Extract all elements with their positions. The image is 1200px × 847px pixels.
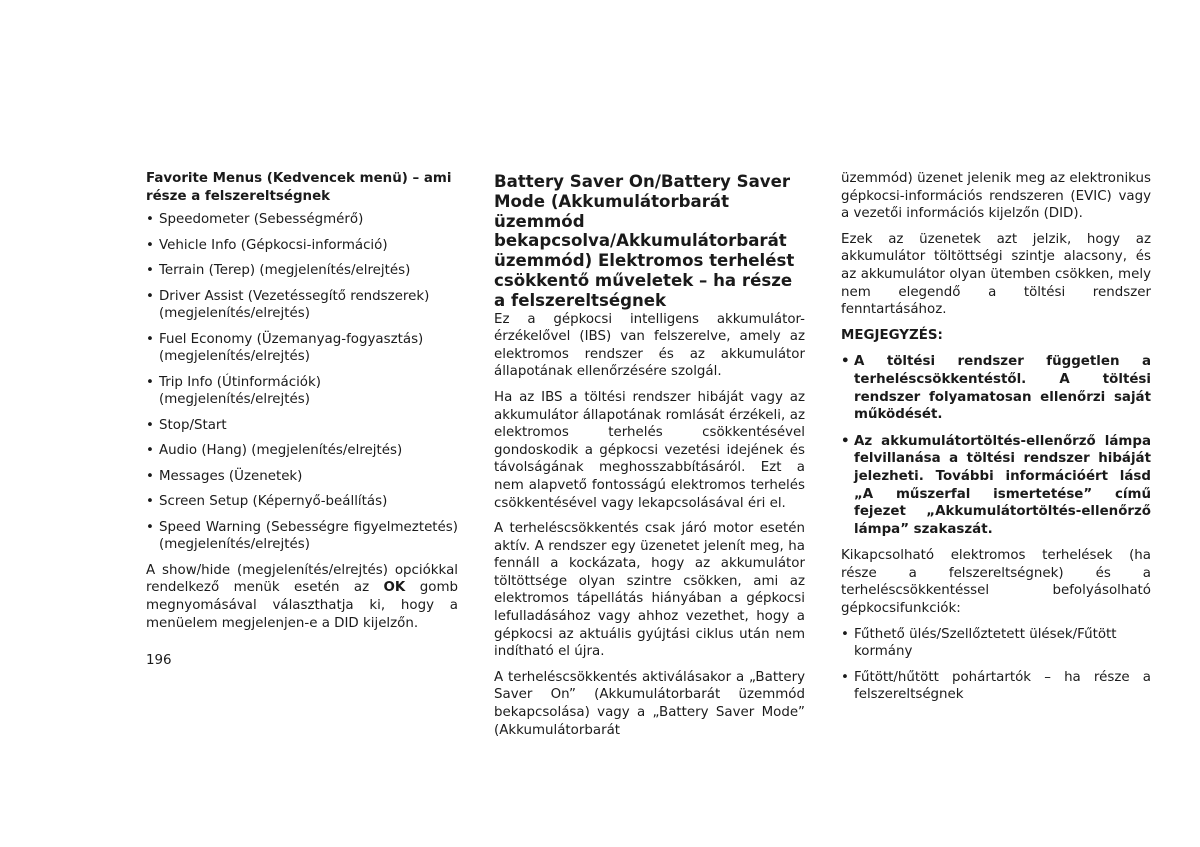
note-heading: MEGJEGYZÉS: [841,327,943,343]
list-item: • Driver Assist (Vezetéssegítő rendszerek) (megjelenítés/elrejtés) [146,288,458,323]
list-item: • Audio (Hang) (megjelenítés/elrejtés) [146,442,458,460]
right-column [841,170,1151,712]
body-paragraph: Kikapcsolható elektromos terhelések (ha része a felszereltségnek) és a terheléscsökkentéssel befolyásolható gépkocsifunkciók: [841,548,1151,617]
body-paragraph: A terheléscsökkentés aktiválásakor a „Battery Saver On” (Akkumulátorbarát üzemmód bekapcsolása) vagy a „Battery Saver Mode” (Akkumulátorbarát [494,669,805,738]
paragraph-text: gomb megnyomásával választhatja ki, hogy a menüelem megjelenjen-e a DID kijelzőn. [146,580,458,631]
list-item: • Terrain (Terep) (megjelenítés/elrejtés) [146,262,458,280]
list-item: • Fűtött/hűtött pohártartók – ha része a felszereltségnek [841,669,1151,704]
section-heading-favorite-menus: Favorite Menus (Kedvencek menü) – ami része a felszereltségnek [146,171,452,204]
list-item: • Fűthető ülés/Szellőztetett ülések/Fűtött kormány [841,626,1151,661]
list-item: • Speed Warning (Sebességre figyelmeztetés) (megjelenítés/elrejtés) [146,519,458,554]
list-item: • Screen Setup (Képernyő-beállítás) [146,493,458,511]
left-column [146,170,458,640]
favorite-menus-list [146,211,458,554]
body-paragraph: üzemmód) üzenet jelenik meg az elektronikus gépkocsi-információs rendszeren (EVIC) vagy a vezetői információs kijelzőn (DID). [841,171,1151,222]
list-item: • Trip Info (Útinformációk) (megjelenítés/elrejtés) [146,374,458,409]
list-item: • Vehicle Info (Gépkocsi-információ) [146,237,458,255]
list-item: • Fuel Economy (Üzemanyag-fogyasztás) (megjelenítés/elrejtés) [146,331,458,366]
ok-button-label: OK [383,580,406,596]
show-hide-paragraph [146,562,458,632]
note-list [841,353,1151,538]
body-paragraph: A terheléscsökkentés csak járó motor esetén aktív. A rendszer egy üzenetet jelenít meg, ha fennáll a kockázata, hogy az akkumulátor töltöttsége olyan szintre csökken, ami az elektromos tápellátás hiányában a gépkocsi lefulladásához vagy ahhoz vezethet, hogy a gépkocsi az aktuális gyújtási ciklus után nem indítható el újra. [494,521,805,660]
page-number: 196 [146,653,172,668]
list-item: • Messages (Üzenetek) [146,468,458,486]
note-item: • A töltési rendszer független a terheléscsökkentéstől. A töltési rendszer folyamatosan ellenőrzi saját működését. [841,353,1151,423]
body-paragraph: Ezek az üzenetek azt jelzik, hogy az akkumulátor töltöttségi szintje alacsony, és az akkumulátor olyan ütemben csökken, mely nem elegendő a töltési rendszer fenntartásához. [841,231,1151,318]
body-paragraph: Ez a gépkocsi intelligens akkumulátor-érzékelővel (IBS) van felszerelve, amely az elektromos rendszer és az akkumulátor állapotának ellenőrzésére szolgál. [494,311,805,380]
note-item: • Az akkumulátortöltés-ellenőrző lámpa felvillanása a töltési rendszer hibáját jelezheti. További információért lásd „A műszerfal ismertetése” című fejezet „Akkumulátortöltés-ellenőrző lámpa” szakaszát. [841,433,1151,539]
list-item: • Stop/Start [146,417,458,435]
middle-column [494,170,805,747]
body-paragraph: Ha az IBS a töltési rendszer hibáját vagy az akkumulátor állapotának romlását érzékeli, az elektromos terhelés csökkentésével gondoskodik a gépkocsi vezetési idejének és távolságának meghosszabbításáról. Ezt a nem alapvető fontosságú elektromos terhelés csökkentésével vagy lekapcsolásával éri el. [494,389,805,511]
load-list [841,626,1151,704]
battery-saver-title: Battery Saver On/Battery Saver Mode (Akkumulátorbarát üzemmód bekapcsolva/Akkumulátorbarát üzemmód) Elektromos terhelést csökkentő műveletek – ha része a felszereltségnek [494,172,795,310]
paragraph-text: A show/hide (megjelenítés/elrejtés) opciókkal rendelkező menük esetén az [146,562,458,596]
list-item: • Speedometer (Sebességmérő) [146,211,458,229]
